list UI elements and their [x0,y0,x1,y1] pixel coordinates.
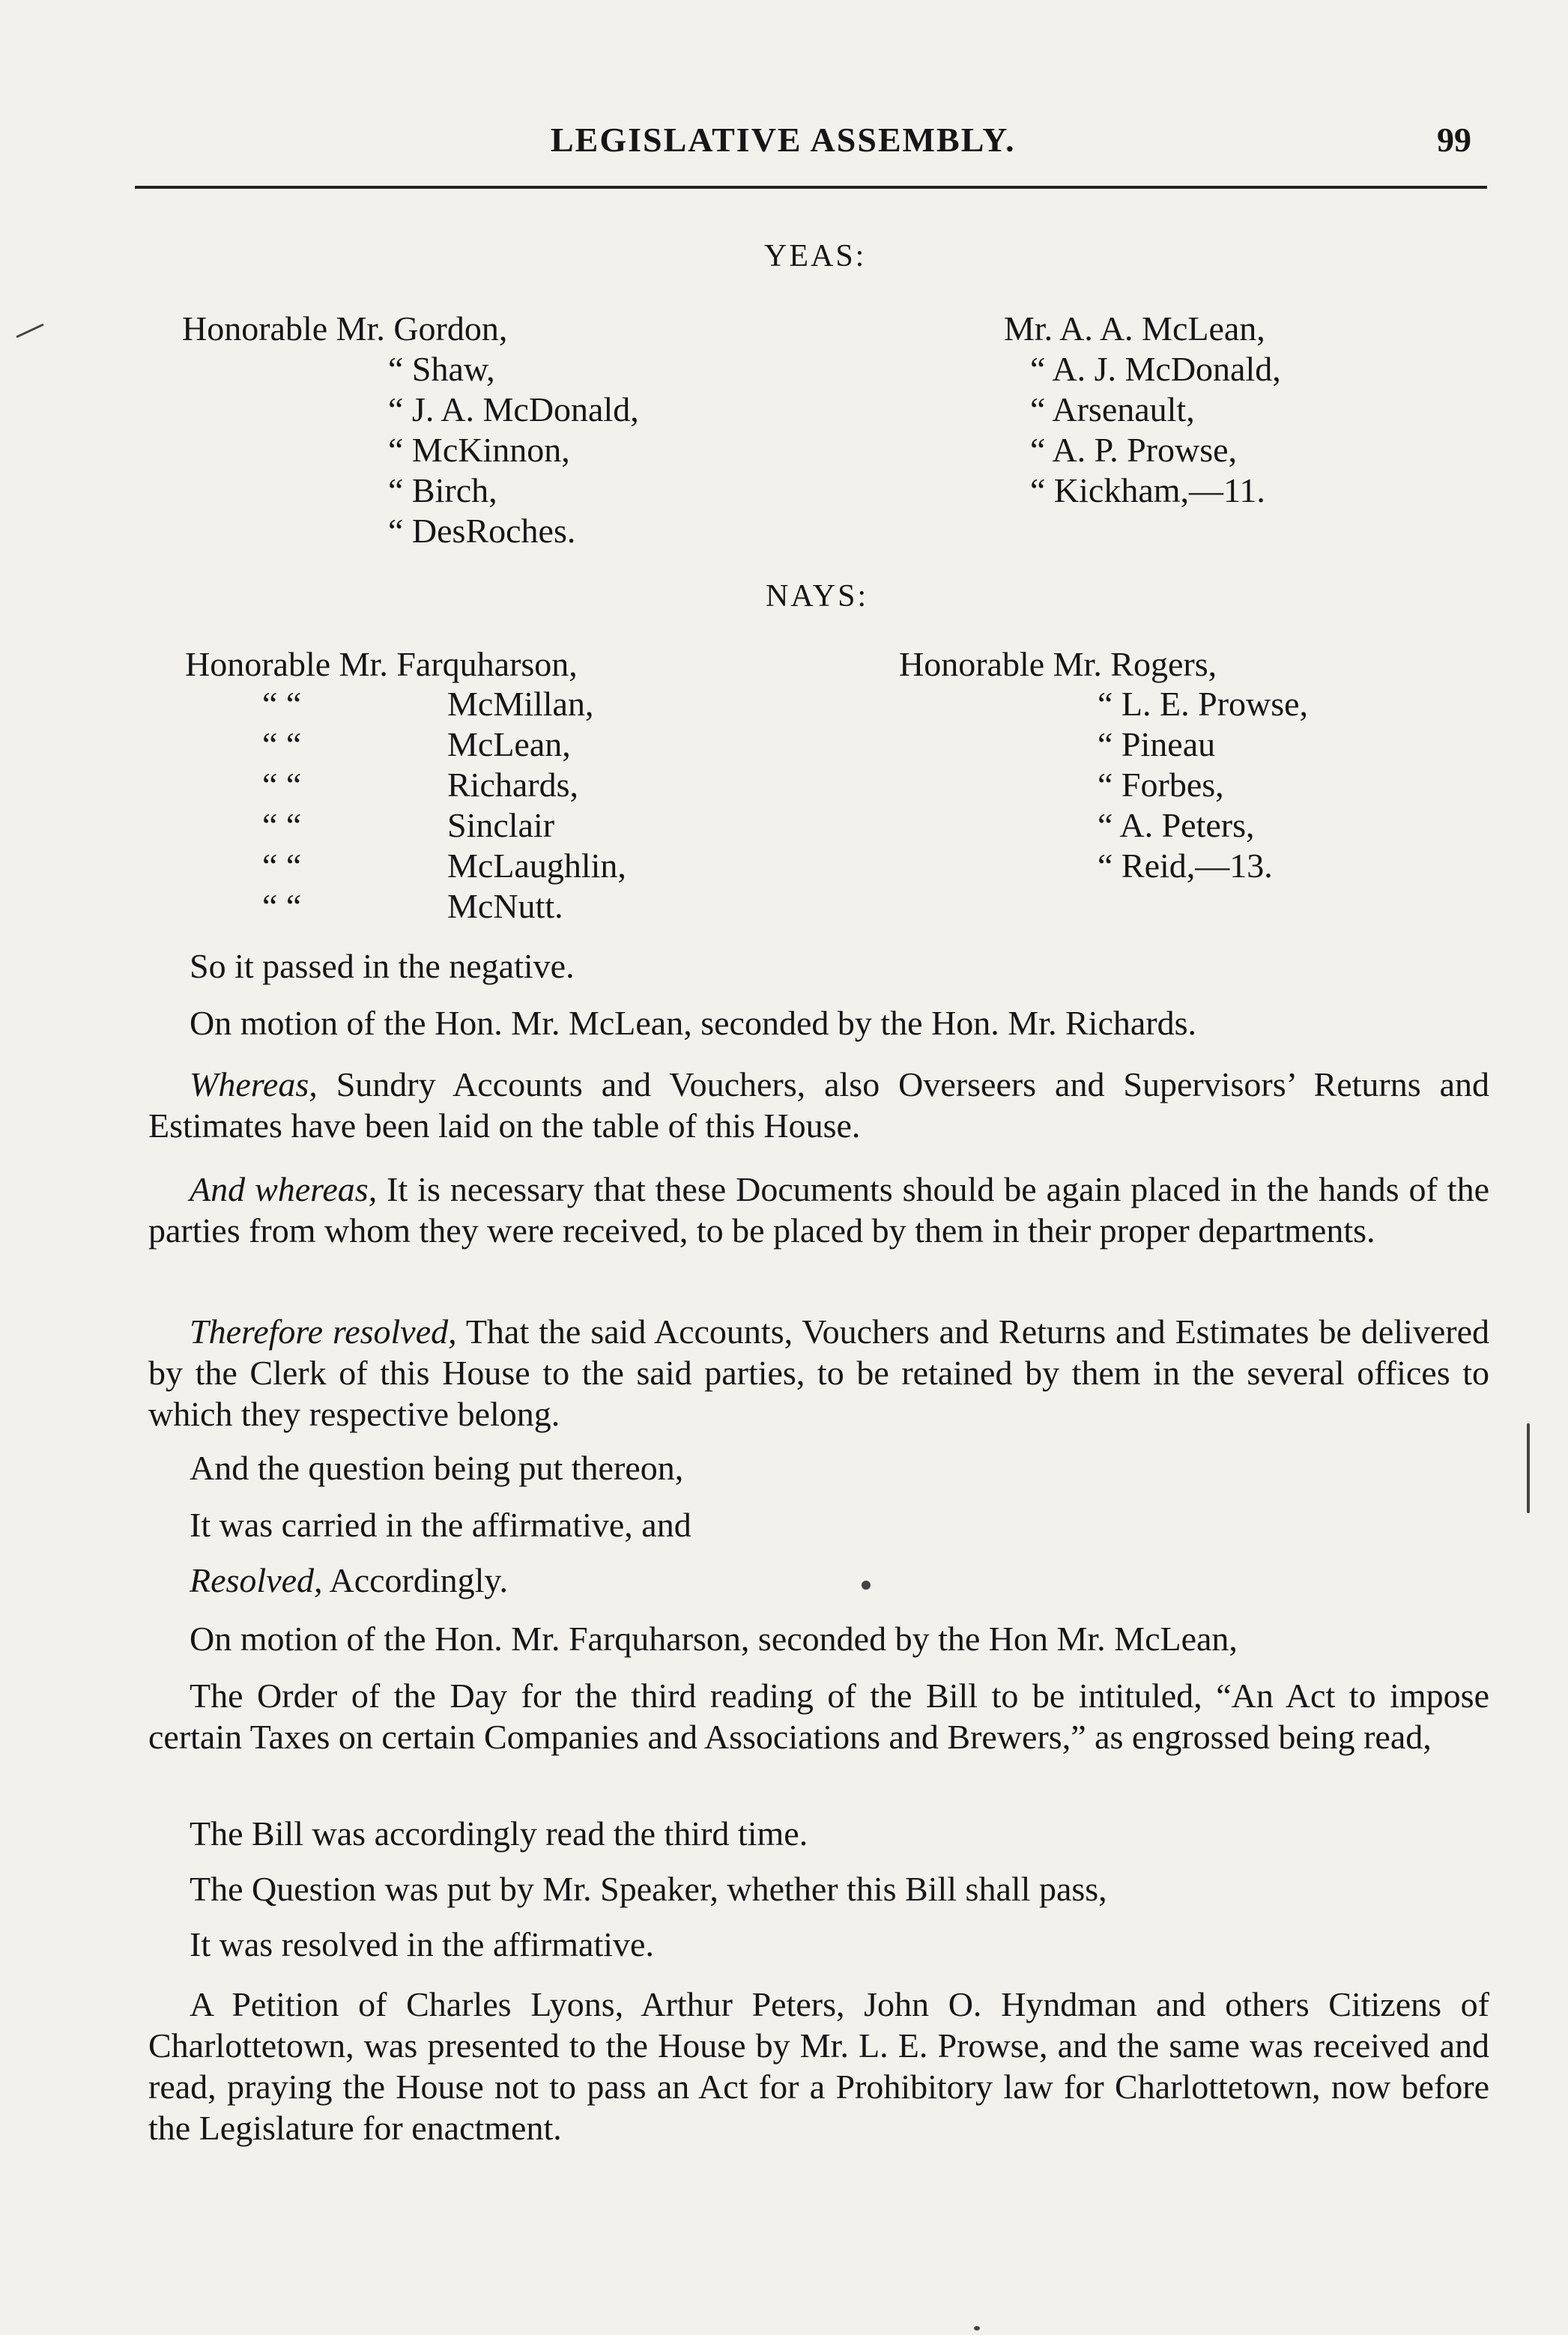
paragraph [148,1064,1489,1146]
yeas-left-line: “ Birch, [388,471,497,509]
paragraph-text: Accordingly. [322,1561,508,1599]
paragraph: On motion of the Hon. Mr. McLean, seconded by the Hon. Mr. Richards. [190,1004,1196,1042]
paragraph: On motion of the Hon. Mr. Farquharson, seconded by the Hon Mr. McLean, [190,1620,1238,1658]
nays-right-line: Honorable Mr. Rogers, [899,645,1217,683]
paragraph [148,1560,1489,1601]
yeas-right-line: “ A. P. Prowse, [1030,431,1238,469]
ditto-marks: “ “ [262,847,302,885]
paragraph: So it passed in the negative. [190,947,575,985]
nays-left-line: McMillan, [447,685,594,723]
yeas-left-line: “ McKinnon, [388,431,570,469]
ditto-marks: “ “ [262,725,302,763]
italic-lead: Resolved, [190,1561,323,1599]
paragraph: It was carried in the affirmative, and [190,1506,691,1544]
paragraph: A Petition of Charles Lyons, Arthur Peters, John O. Hyndman and others Citizens of Charlottetown, was presented to the House by Mr. L. E. Prowse, and the same was received and read, praying the House not to pass an Act for a Prohibitory law for Charlottetown, now before the Legislature for enactment. [148,1985,1489,2147]
ditto-marks: “ “ [262,806,302,844]
yeas-right-line: Mr. A. A. McLean, [1004,309,1265,348]
ditto-marks: “ “ [262,887,302,925]
yeas-right-line: “ Kickham,—11. [1030,471,1265,509]
scan-mark [1527,1423,1530,1513]
yeas-right-line: “ A. J. McDonald, [1030,350,1281,388]
scan-mark [974,2326,980,2331]
paragraph-text: It is necessary that these Documents should be again placed in the hands of the parties from whom they were received, to be placed by them in their proper departments. [148,1170,1489,1250]
yeas-left-line: “ DesRoches. [388,512,576,550]
nays-right-line: “ Forbes, [1098,766,1224,804]
nays-left-line: McNutt. [447,887,563,925]
paragraph: It was resolved in the affirmative. [190,1925,654,1963]
yeas-left-line: Honorable Mr. Gordon, [182,309,508,348]
nays-right-line: “ L. E. Prowse, [1098,685,1309,723]
yeas-right-line: “ Arsenault, [1030,390,1195,428]
ditto-marks: “ “ [262,685,302,723]
paragraph: The Order of the Day for the third reading of the Bill to be intituled, “An Act to impose certain Taxes on certain Companies and Associations and Brewers,” as engrossed being read, [148,1677,1489,1756]
scan-mark [16,324,44,339]
running-head: LEGISLATIVE ASSEMBLY. [551,121,1016,159]
yeas-left-line: “ Shaw, [388,350,495,388]
paragraph-text: Sundry Accounts and Vouchers, also Overseers and Supervisors’ Returns and Estimates have been laid on the table of this House. [148,1065,1489,1145]
nays-right-line: “ A. Peters, [1098,806,1255,844]
nays-heading: NAYS: [766,579,869,614]
nays-left-line: Sinclair [447,806,555,844]
nays-left-line: McLean, [447,725,571,763]
scan-mark [862,1581,871,1590]
paragraph: And the question being put thereon, [190,1449,684,1487]
page-number: 99 [1437,121,1471,159]
paragraph: The Question was put by Mr. Speaker, whether this Bill shall pass, [190,1870,1107,1908]
nays-left-line: Richards, [447,766,579,804]
nays-right-line: “ Reid,—13. [1098,847,1273,885]
italic-lead: Whereas, [190,1065,318,1103]
nays-left-line: Honorable Mr. Farquharson, [185,645,578,683]
italic-lead: Therefore resolved, [190,1312,457,1351]
paragraph-text: That the said Accounts, Vouchers and Returns and Estimates be delivered by the Clerk of this House to the said parties, to be retained by them in the several offices to which they respective belong. [148,1312,1489,1433]
paragraph: The Bill was accordingly read the third time. [190,1814,808,1853]
yeas-left-line: “ J. A. McDonald, [388,390,639,428]
header-rule [135,186,1487,189]
ditto-marks: “ “ [262,766,302,804]
italic-lead: And whereas, [190,1170,378,1208]
paragraph [148,1311,1489,1435]
nays-left-line: McLaughlin, [447,847,626,885]
nays-right-line: “ Pineau [1098,725,1216,763]
paragraph [148,1169,1489,1251]
yeas-heading: YEAS: [764,239,867,273]
